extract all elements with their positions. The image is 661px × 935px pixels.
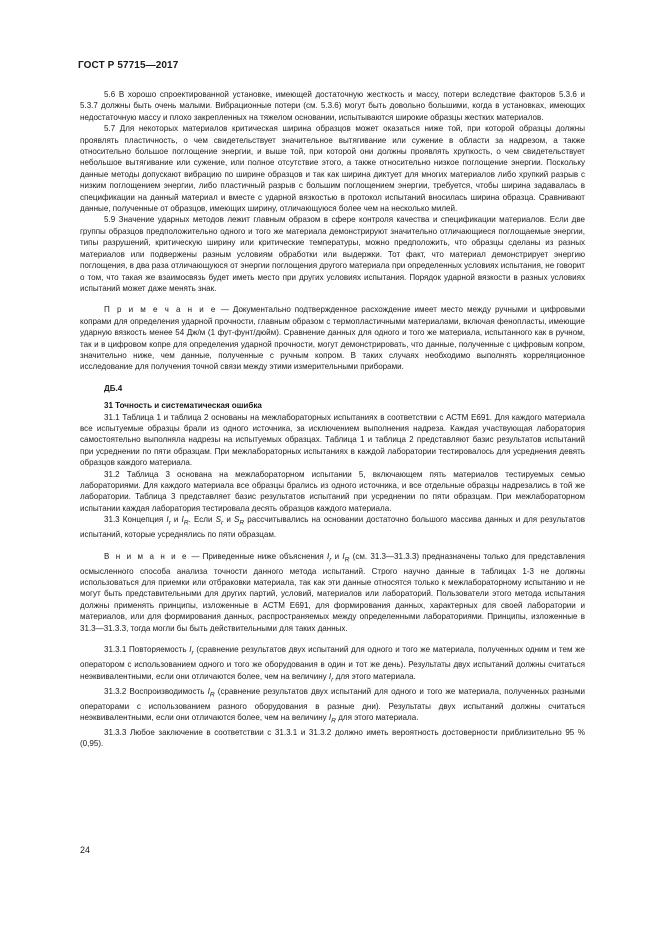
paragraph-31-1: 31.1 Таблица 1 и таблица 2 основаны на межлабораторных испытаниях в соответствии с АСТМ Е691. Для каждого материала все испытуемые образцы брали из одного источника, за исключением выполнения надреза. Каждая участвующая лаборатория самостоятельно выполняла надрезы на испытуемых образцах. Таблица 1 и таблица 2 представляют базис результатов испытаний при усреднении по пяти образцам. При межлабораторных испытаниях в каждой лаборатории тестировалось для усреднения девять образцов каждого материала. xyxy=(80,412,585,468)
paragraph-5-7: 5.7 Для некоторых материалов критическая ширина образцов может оказаться ниже той, при которой образцы должны проявлять пластичность, о чем свидетельствует значительное вытягивание или сужение в области за надрезом, а также относительно большое поглощение энергии, и выше той, при которой они должны проявлять хрупкость, о чем свидетельствует небольшое вытягивание или сужение, или полное отсутствие этого, а также относительно низкое поглощение энергии. Поскольку данные методы допускают вибрацию по ширине образцов и так как ширина диктует для многих материалов либо хрупкий разрыв с низким поглощением энергии, либо пластичный разрыв с большим поглощением энергии, требуется, чтобы ширина задавалась в спецификации на данный материал и вместе с ударной вязкостью в протокол испытаний вносилась ширина образца. Сравнивают данные, полученные от образцов, имеющих ширину, отличающуюся более чем на несколько милей. xyxy=(80,124,585,214)
section-heading-31: 31 Точность и систематическая ошибка xyxy=(104,401,262,411)
note-label: П р и м е ч а н и е xyxy=(104,305,217,315)
paragraph-31-3-1: 31.3.1 Повторяемость $I_r$ (сравнение результатов двух испытаний для одного и того же материала, полученных одним и тем же оператором с использованием одного и того же оборудования в один и тот же день). Результаты двух испытаний должны считаться неэквивалентными, если они отличаются более, чем на величину $I_r$ для этого материала. xyxy=(80,645,586,684)
paragraph-5-6: 5.6 В хорошо спроектированной установке, имеющей достаточную жесткость и массу, потери вследствие факторов 5.3.6 и 5.3.7 должны быть очень малыми. Вибрационные потери (см. 5.3.6) могут быть довольно большими, когда в установках, имеющих недостаточную массу и плохо закрепленных на тяжелом основании, испытываются широкие образцы жестких материалов. xyxy=(80,90,585,122)
symbol-ir: $I_r$ xyxy=(328,671,334,684)
symbol-iR: $I_R$ xyxy=(342,551,350,564)
paragraph-31-3-3: 31.3.3 Любое заключение в соответствии с 31.3.1 и 31.3.2 должно иметь вероятность достоверности приблизительно 95 % (0,95). xyxy=(80,727,585,749)
symbol-sR: $S_R$ xyxy=(233,515,245,527)
paragraph-5-9: 5.9 Значение ударных методов лежит главным образом в сфере контроля качества и спецификации материалов. Если две группы образцов предположительно одного и того же материала демонстрируют значительно отличающиеся поглощаемые энергии, типы разрушений, критическую ширину или критические температуры, можно предположить, что образцы сделаны из разных материалов или подвержены разным условиям обработки или выдержки. Тот факт, что материал демонстрирует энергию поглощения, в два раза отличающуюся от энергии поглощения другого материала при определенных условиях испытания, не говорит о том, что такая же взаимосвязь будет иметь место при других условиях испытания. Порядок ударной вязкости в разных условиях испытаний может даже менять знак. xyxy=(80,215,585,293)
symbol-ir: $I_r$ xyxy=(189,645,194,657)
symbol-iR: $I_R$ xyxy=(328,712,336,725)
symbol-iR: $I_R$ xyxy=(181,515,189,527)
page-number: 24 xyxy=(80,845,91,855)
note-documented-discrepancy xyxy=(80,304,585,372)
symbol-ir: $I_r$ xyxy=(326,551,332,564)
section-heading-db4: ДБ.4 xyxy=(104,383,123,393)
warning-note: В н и м а н и е — Приведенные ниже объяснения $I_r$ и $I_R$ (см. 31.3—31.3.3) предназначены только для представления осмысленного способа анализа точности данного метода испытаний. Строго научно данные в таблицах 1-3 не должны использоваться для приемки или отбраковки материала, так как эти данные относятся только к межлабораторному испытанию и не могут быть представительными для других партий, условий, материалов или лабораторий. Пользователи этого метода испытания должны применять принципы, изложенные в АСТМ Е691, для формирования данных, характерных для своей лаборатории и материалов, или для формирования данных, распространяемых между определенными лабораториями. Принципы, изложенные в 31.3—31.3.3, тогда могли бы быть действительными для таких данных. xyxy=(80,551,585,633)
paragraph-31-3: 31.3 Концепция $I_r$ и $I_R$. Если $S_r$ и $S_R$ рассчитывались на основании достаточно большого массива данных и для результатов испытаний, которые усреднялись по пяти образцам. xyxy=(80,515,585,540)
symbol-ir: $I_r$ xyxy=(166,515,171,527)
document-code-header: ГОСТ Р 57715—2017 xyxy=(78,60,179,71)
paragraph-31-3-2: 31.3.2 Воспроизводимость $I_R$ (сравнение результатов двух испытаний для одного и того же материала, полученных разными операторами с использованием разного оборудования в разные дни). Результаты двух испытаний должны считаться неэквивалентными, если они отличаются более, чем на величину $I_R$ для этого материала. xyxy=(80,686,585,725)
paragraph-31-2: 31.2 Таблица 3 основана на межлабораторном испытании 5, включающем пять материалов тестируемых семью лабораториями. Для каждого материала все образцы брались из одного источника, и все отдельные образцы надрезались в той же лаборатории. Таблица 3 представляет базис результатов испытаний при усреднении по пяти образцам. При межлабораторном испытании каждая лаборатория тестировала десять образцов каждого материала. xyxy=(80,469,585,513)
warning-label: В н и м а н и е xyxy=(104,551,189,561)
document-body xyxy=(80,89,585,750)
note-text: — Документально подтвержденное расхождение имеет место между ручными и цифровыми копрами для определения ударной прочности, главным образом с термопластичными материалами, включая фенопласты, имеющие ударную вязкость менее 54 Дж/м (1 фут-фунт/дюйм). Сравнение данных для одного и того же материала, испытанного как в ручном, так и в цифровом копре для определения ударной прочности, могут демонстрировать, что данные, полученные с цифровым копром, значительно ниже, чем данные, полученные с ручным копром. В таких случаях необходимо выполнять корреляционное исследование для получения точной связи между этими измерительными приборами. xyxy=(80,305,585,372)
symbol-sr: $S_r$ xyxy=(215,515,224,527)
symbol-iR: $I_R$ xyxy=(207,686,215,699)
